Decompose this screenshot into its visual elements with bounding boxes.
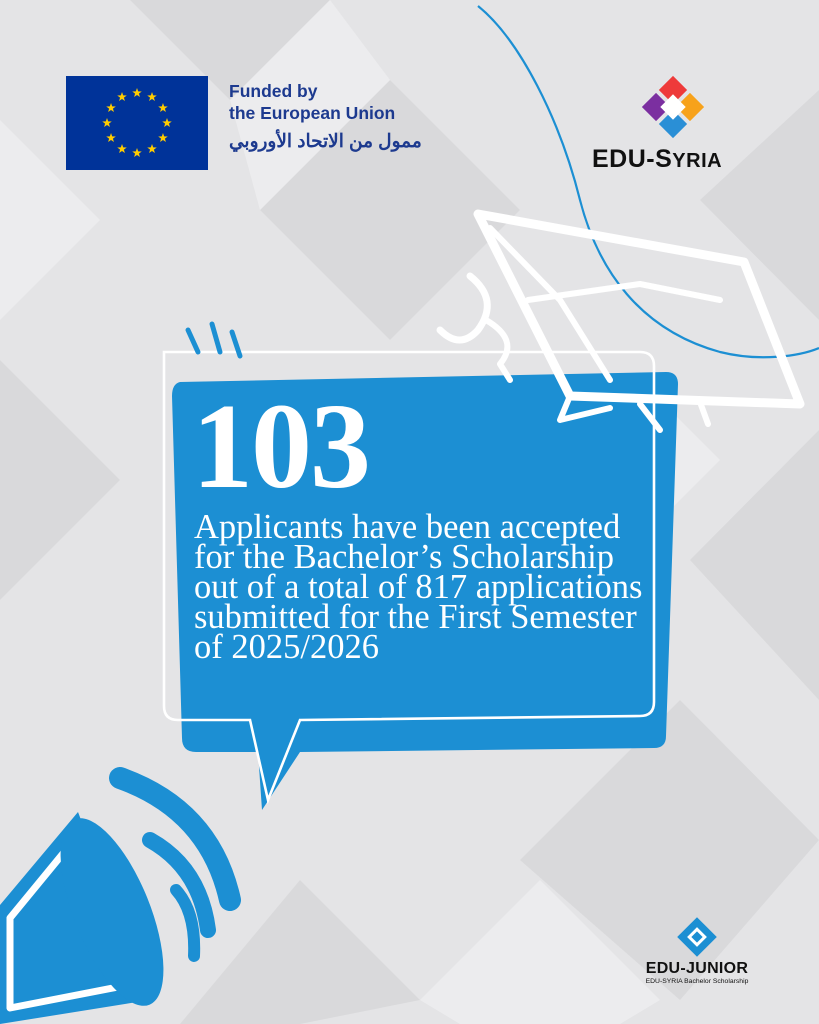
edu-junior-subtitle: EDU-SYRIA Bachelor Scholarship xyxy=(645,978,749,985)
edu-syria-prefix: EDU-S xyxy=(592,145,673,173)
announcement-text: Applicants have been accepted for the Bachelor’s Scholarship out of a total of 817 applications submitted for the First Semester of 2025/2026 xyxy=(194,508,643,666)
megaphone-icon xyxy=(0,778,230,1024)
edu-junior-logo-icon xyxy=(677,917,717,957)
accepted-count: 103 xyxy=(192,379,369,514)
eu-funded-by: Funded by xyxy=(229,81,318,101)
edu-junior-title: EDU-JUNIOR xyxy=(645,960,749,977)
edu-syria-suffix: YRIA xyxy=(672,150,723,172)
eu-union-name: the European Union xyxy=(229,103,396,123)
eu-arabic-text: ممول من الاتحاد الأوروبي xyxy=(229,130,422,151)
